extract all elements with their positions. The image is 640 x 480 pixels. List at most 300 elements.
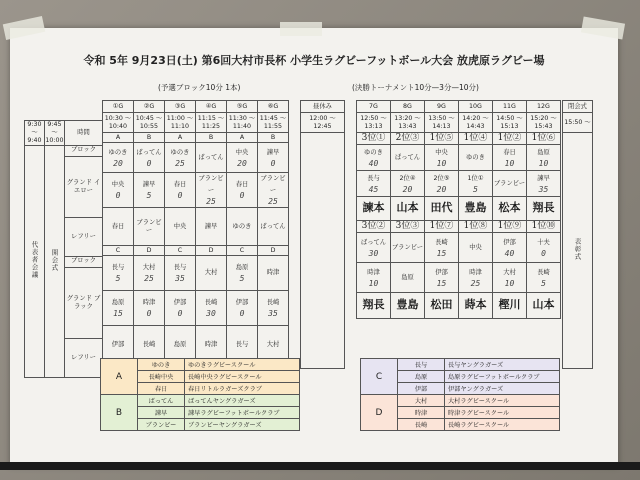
black-t2-score: 30	[206, 309, 216, 318]
legend-right	[360, 358, 560, 431]
legend-full-name: 長崎中央ラグビースクール	[185, 371, 300, 383]
time-label: 時間	[65, 121, 103, 146]
final-b-seed-cell	[459, 221, 493, 233]
black-block-cell	[227, 246, 258, 256]
final-b-t1-team: 十夫	[537, 238, 550, 246]
final-b-t2-cell	[459, 263, 493, 293]
final-y-t1-cell	[425, 145, 459, 171]
final-b-t2-cell	[357, 263, 391, 293]
yellow-referee-cell	[227, 208, 258, 246]
closing-column	[562, 100, 593, 369]
final-b-t1-cell	[527, 233, 561, 263]
black-t1-team: 島原	[235, 264, 249, 271]
schedule-sheet	[10, 28, 618, 466]
final-b-t2-team: 伊部	[435, 268, 448, 276]
final-time-cell	[459, 113, 493, 133]
yellow-t2-team: 諫早	[142, 181, 156, 188]
final-time-cell	[391, 113, 425, 133]
final-y-t1-score: 10	[504, 158, 515, 168]
legend-short-name: 春日	[138, 383, 185, 395]
final-b-referee: 樫川	[498, 297, 521, 311]
final-time-cell	[527, 113, 561, 133]
yellow-t2-cell	[103, 173, 134, 208]
final-y-t1-score: 40	[368, 158, 379, 168]
final-y-t2-score: 35	[538, 184, 549, 194]
yellow-referee: 中央	[173, 222, 187, 230]
black-block-cell	[103, 246, 134, 256]
yellow-t1-score: 25	[175, 158, 185, 168]
black-t2-team: 伊部	[235, 299, 249, 306]
game-header: ②G	[143, 102, 155, 110]
legend-letter-d: D	[361, 395, 398, 431]
legend-letter-b: B	[101, 395, 138, 431]
legend-short-name: 島原	[398, 371, 445, 383]
bottom-dark-strip	[0, 462, 640, 470]
yellow-referee: 春日	[111, 222, 125, 230]
legend-full-name: 長与ヤングラガーズ	[445, 359, 560, 371]
yellow-block: B	[270, 133, 276, 141]
final-y-t2-cell	[357, 171, 391, 197]
final-b-t2-team: 時津	[367, 268, 380, 276]
final-b-referee-cell	[459, 293, 493, 319]
black-t2-cell	[196, 291, 227, 326]
final-y-t2-team: 2位⑤	[433, 174, 450, 182]
final-y-referee: 山本	[396, 200, 419, 214]
yellow-t2-score: 25	[268, 197, 278, 206]
black-t2-team: 長崎	[204, 299, 218, 306]
final-time-cell	[357, 113, 391, 133]
final-b-referee: 蒔本	[464, 297, 487, 311]
yellow-t1-cell	[258, 143, 289, 173]
yellow-referee-cell	[258, 208, 289, 246]
referee-label-black: レフリー	[71, 354, 96, 361]
final-b-t1-cell	[459, 233, 493, 263]
black-t1-cell	[227, 256, 258, 291]
final-y-referee: 松本	[498, 200, 521, 214]
prelim-table	[102, 100, 289, 364]
final-y-seed-cell	[493, 133, 527, 145]
final-y-t1-team: 春日	[503, 148, 516, 156]
yellow-t2-score: 25	[206, 197, 216, 206]
final-y-t2-team: 2位④	[399, 174, 416, 182]
final-y-t1-team: ゆのき	[364, 148, 383, 156]
final-b-t1-score: 15	[436, 248, 447, 258]
opening-label: 開会式	[50, 248, 59, 272]
yellow-t1-score: 0	[270, 158, 276, 168]
final-y-t2-team: 1位①	[467, 174, 484, 182]
game-time-cell	[103, 113, 134, 133]
black-ground-label: グランド ブラック	[65, 268, 102, 339]
yellow-t1-team: ばってん	[136, 148, 162, 156]
legend-letter-a: A	[101, 359, 138, 395]
black-referee: 長与	[235, 340, 249, 348]
legend-short-name: 長崎	[398, 419, 445, 431]
time-opening-1: 9:30 ～ 9:40	[25, 121, 45, 146]
final-time: 14:50 ～ 15:13	[496, 114, 523, 130]
yellow-t2-team: ブランビー	[198, 175, 224, 194]
final-b-t1-cell	[357, 233, 391, 263]
final-y-t2-team: ブランビー	[493, 179, 526, 187]
legend-left	[100, 358, 300, 431]
final-b-seed-cell	[391, 221, 425, 233]
final-header: 9G	[437, 102, 446, 110]
final-y-seed-cell	[391, 133, 425, 145]
final-y-seed-cell	[357, 133, 391, 145]
black-t1-score: 25	[144, 274, 154, 283]
game-time: 10:30 ～ 10:40	[104, 114, 132, 130]
game-time-cell	[227, 113, 258, 133]
final-y-referee: 田代	[430, 200, 453, 214]
final-y-t2-cell	[425, 171, 459, 197]
final-b-t2-score: 10	[368, 278, 379, 288]
legend-full-name: ばってんヤングラガーズ	[185, 395, 300, 407]
black-t2-score: 35	[268, 309, 278, 318]
final-b-t2-team: 時津	[469, 268, 482, 276]
final-b-t1-cell	[425, 233, 459, 263]
black-t1-cell	[165, 256, 196, 291]
yellow-t2-score: 0	[177, 191, 183, 200]
legend-full-name: 諫早ラグビーフットボールクラブ	[185, 407, 300, 419]
final-header: 10G	[469, 102, 482, 110]
black-referee: 大村	[266, 340, 280, 348]
black-t1-team: 長与	[111, 264, 125, 271]
final-b-t2-score: 15	[436, 278, 447, 288]
black-t2-team: 長崎	[266, 299, 280, 306]
black-t2-team: 時津	[142, 299, 156, 306]
final-y-t2-score: 5	[473, 184, 478, 194]
final-time: 13:50 ～ 14:13	[428, 114, 455, 130]
final-b-referee-cell	[391, 293, 425, 319]
final-time: 12:50 ～ 13:13	[360, 114, 387, 130]
game-header: ⑤G	[236, 102, 248, 110]
legend-full-name: 春日リトルラガーズクラブ	[185, 383, 300, 395]
final-header: 8G	[403, 102, 412, 110]
final-b-t2-cell	[493, 263, 527, 293]
game-time-cell	[196, 113, 227, 133]
game-header-cell	[196, 101, 227, 113]
yellow-t2-score: 0	[115, 191, 121, 200]
final-b-t1-score: 0	[541, 248, 546, 258]
yellow-referee: ばってん	[260, 222, 286, 230]
black-referee: 伊部	[111, 340, 125, 348]
black-t1-team: 大村	[204, 269, 218, 276]
game-header: ③G	[174, 102, 186, 110]
black-block: D	[146, 246, 152, 254]
final-header-cell	[357, 101, 391, 113]
tape-top-center	[280, 22, 322, 36]
legend-full-name: 島原ラグビーフットボールクラブ	[445, 371, 560, 383]
black-t1-team: 長与	[173, 264, 187, 271]
final-b-seed: 1位⑩	[531, 221, 556, 231]
black-t1-cell	[196, 256, 227, 291]
final-y-t1-cell	[459, 145, 493, 171]
game-header: ④G	[205, 102, 217, 110]
final-header-cell	[527, 101, 561, 113]
final-y-referee: 翔長	[532, 200, 555, 214]
black-t2-team: 島原	[111, 299, 125, 306]
black-t1-score: 5	[115, 274, 121, 283]
black-t2-score: 0	[146, 309, 152, 318]
final-y-seed-cell	[527, 133, 561, 145]
game-header-cell	[258, 101, 289, 113]
final-y-referee: 諫本	[362, 200, 385, 214]
final-b-seed-cell	[493, 221, 527, 233]
final-time-cell	[493, 113, 527, 133]
yellow-block-cell	[227, 133, 258, 143]
game-time-cell	[165, 113, 196, 133]
legend-full-name: 大村ラグビースクール	[445, 395, 560, 407]
yellow-block: A	[239, 133, 245, 141]
black-t1-score: 35	[175, 274, 185, 283]
finals-table	[356, 100, 561, 319]
yellow-t1-team: 諫早	[266, 148, 280, 156]
final-b-t2-cell	[527, 263, 561, 293]
lunch-time: 12:00 ～ 12:45	[301, 113, 345, 133]
final-header: 12G	[537, 102, 550, 110]
yellow-block-cell	[196, 133, 227, 143]
game-header-cell	[103, 101, 134, 113]
yellow-block-cell	[134, 133, 165, 143]
black-referee: 時津	[204, 340, 218, 348]
final-time-cell	[425, 113, 459, 133]
black-referee: 島原	[173, 340, 187, 348]
final-y-t1-team: ゆのき	[466, 153, 485, 161]
yellow-referee-cell	[165, 208, 196, 246]
game-header: ①G	[112, 102, 124, 110]
yellow-t2-team: ブランビー	[260, 175, 286, 194]
legend-full-name: 長崎ラグビースクール	[445, 419, 560, 431]
final-header: 11G	[503, 102, 516, 110]
final-b-t2-score: 5	[541, 278, 546, 288]
final-b-t2-cell	[425, 263, 459, 293]
yellow-referee: ゆのき	[232, 222, 252, 230]
yellow-t1-team: ゆのき	[108, 148, 128, 156]
final-b-seed: 3位③	[395, 221, 420, 231]
final-y-t1-cell	[493, 145, 527, 171]
yellow-t2-cell	[227, 173, 258, 208]
final-y-t2-cell	[391, 171, 425, 197]
final-y-seed-cell	[425, 133, 459, 145]
black-t1-team: 時津	[266, 269, 280, 276]
legend-full-name: 伊部ヤングラガーズ	[445, 383, 560, 395]
final-b-referee: 松田	[430, 297, 453, 311]
final-header-cell	[425, 101, 459, 113]
daihyo-label: 代表者会議	[30, 241, 39, 279]
black-block-cell	[165, 246, 196, 256]
yellow-t2-cell	[165, 173, 196, 208]
time-opening-2: 9:45 ～ 10:00	[45, 121, 64, 144]
black-t2-cell	[165, 291, 196, 326]
black-t2-score: 0	[177, 309, 183, 318]
game-time: 11:45 ～ 11:55	[259, 114, 287, 130]
black-t1-cell	[258, 256, 289, 291]
black-t2-cell	[227, 291, 258, 326]
yellow-referee-cell	[103, 208, 134, 246]
final-y-t1-cell	[527, 145, 561, 171]
final-header-cell	[459, 101, 493, 113]
yellow-t2-cell	[134, 173, 165, 208]
award-label: 表彰式	[573, 237, 582, 261]
black-block-cell	[134, 246, 165, 256]
final-time: 13:20 ～ 13:43	[394, 114, 421, 130]
final-y-t1-cell	[357, 145, 391, 171]
yellow-referee-cell	[196, 208, 227, 246]
yellow-block: A	[115, 133, 121, 141]
game-header-cell	[134, 101, 165, 113]
yellow-t1-team: ゆのき	[170, 148, 190, 156]
final-b-seed-cell	[357, 221, 391, 233]
final-y-referee-cell	[391, 197, 425, 221]
final-y-t1-team: 中央	[435, 148, 448, 156]
yellow-t2-team: 中央	[111, 181, 125, 188]
legend-short-name: ばってん	[138, 395, 185, 407]
final-header-cell	[493, 101, 527, 113]
yellow-t2-score: 0	[239, 191, 245, 200]
black-t2-cell	[134, 291, 165, 326]
yellow-t1-team: 中央	[235, 148, 249, 156]
final-b-t2-score: 10	[504, 278, 515, 288]
final-b-seed-cell	[425, 221, 459, 233]
final-b-t1-cell	[391, 233, 425, 263]
legend-short-name: 長与	[398, 359, 445, 371]
final-b-seed: 1位⑨	[497, 221, 522, 231]
final-b-t2-team: 大村	[503, 268, 516, 276]
black-t1-cell	[134, 256, 165, 291]
game-time: 11:00 ～ 11:10	[166, 114, 194, 130]
black-t2-score: 15	[113, 309, 123, 318]
final-y-referee: 豊島	[464, 200, 487, 214]
yellow-block-cell	[103, 133, 134, 143]
black-t2-cell	[103, 291, 134, 326]
final-b-t1-team: ブランビー	[391, 243, 424, 251]
final-b-t1-team: ばってん	[360, 238, 387, 246]
legend-letter-c: C	[361, 359, 398, 395]
final-y-referee-cell	[425, 197, 459, 221]
yellow-t2-cell	[258, 173, 289, 208]
legend-short-name: 時津	[398, 407, 445, 419]
legend-short-name: 伊部	[398, 383, 445, 395]
game-time-cell	[134, 113, 165, 133]
black-t1-cell	[103, 256, 134, 291]
referee-label-yellow: レフリー	[65, 218, 102, 257]
yellow-t1-cell	[134, 143, 165, 173]
final-b-seed: 3位②	[361, 221, 386, 231]
final-b-referee-cell	[425, 293, 459, 319]
final-header: 7G	[369, 102, 378, 110]
yellow-t1-score: 20	[113, 158, 123, 168]
page-title: 令和 5年 9月23日(土) 第6回大村市長杯 小学生ラグビーフットボール大会 放虎原ラグビー場	[83, 54, 545, 67]
black-t2-cell	[258, 291, 289, 326]
legend-short-name: ゆのき	[138, 359, 185, 371]
game-header: ⑥G	[267, 102, 279, 110]
final-b-t2-score: 25	[470, 278, 481, 288]
final-b-t2-team: 島原	[401, 273, 414, 281]
final-time: 15:20 ～ 15:43	[530, 114, 557, 130]
final-b-t2-cell	[391, 263, 425, 293]
final-b-seed: 1位⑧	[463, 221, 488, 231]
block-label-yellow: ブロック	[65, 146, 102, 157]
black-block-cell	[196, 246, 227, 256]
game-time: 11:15 ～ 11:25	[197, 114, 225, 130]
final-b-t1-team: 伊部	[503, 238, 516, 246]
final-y-t1-score: 10	[538, 158, 549, 168]
final-y-t1-cell	[391, 145, 425, 171]
black-block: C	[115, 246, 121, 254]
legend-short-name: 大村	[398, 395, 445, 407]
yellow-t1-cell	[196, 143, 227, 173]
final-b-seed-cell	[527, 221, 561, 233]
final-y-seed: 2位③	[395, 133, 420, 143]
final-y-t2-team: 長与	[367, 174, 380, 182]
yellow-t1-score: 0	[146, 158, 152, 168]
yellow-block: A	[177, 133, 183, 141]
final-b-t1-team: 長崎	[435, 238, 448, 246]
lunch-header: 昼休み	[301, 101, 345, 113]
game-header-cell	[227, 101, 258, 113]
final-y-referee-cell	[527, 197, 561, 221]
yellow-t2-score: 5	[146, 191, 152, 200]
left-columns	[24, 120, 103, 378]
yellow-referee: ブランビー	[136, 218, 162, 234]
yellow-referee-cell	[134, 208, 165, 246]
black-t2-team: 伊部	[173, 299, 187, 306]
legend-short-name: 諫早	[138, 407, 185, 419]
legend-short-name: ブランビー	[138, 419, 185, 431]
yellow-t1-cell	[227, 143, 258, 173]
final-y-t2-cell	[493, 171, 527, 197]
lunch-column	[300, 100, 345, 369]
game-time: 11:30 ～ 11:40	[228, 114, 256, 130]
final-y-t1-team: 島原	[537, 148, 550, 156]
final-b-t1-score: 30	[368, 248, 379, 258]
final-y-seed: 1位⑥	[531, 133, 556, 143]
yellow-block-cell	[258, 133, 289, 143]
final-y-referee-cell	[357, 197, 391, 221]
final-b-referee-cell	[527, 293, 561, 319]
final-y-seed: 1位⑤	[429, 133, 454, 143]
legend-full-name: 時津ラグビースクール	[445, 407, 560, 419]
yellow-t2-cell	[196, 173, 227, 208]
final-y-t2-score: 20	[402, 184, 413, 194]
final-y-seed-cell	[459, 133, 493, 145]
final-b-referee: 山本	[532, 297, 555, 311]
yellow-t1-cell	[165, 143, 196, 173]
black-referee: 長崎	[142, 340, 156, 348]
final-b-seed: 1位⑦	[429, 221, 454, 231]
legend-full-name: ブランビーヤングラガーズ	[185, 419, 300, 431]
black-t1-team: 大村	[142, 264, 156, 271]
final-y-seed: 1位②	[497, 133, 522, 143]
prelim-note: (予選ブロック10分 1本)	[158, 83, 241, 92]
final-b-t1-score: 40	[504, 248, 515, 258]
legend-short-name: 長崎中央	[138, 371, 185, 383]
final-b-t1-team: 中央	[469, 243, 482, 251]
final-y-referee-cell	[459, 197, 493, 221]
yellow-ground-label: グランド イエロー	[65, 157, 102, 218]
final-y-t2-cell	[527, 171, 561, 197]
yellow-t2-team: 春日	[173, 181, 187, 188]
yellow-t1-team: ばってん	[198, 153, 224, 161]
yellow-block-cell	[165, 133, 196, 143]
game-time-cell	[258, 113, 289, 133]
black-t2-score: 0	[239, 309, 245, 318]
game-header-cell	[165, 101, 196, 113]
final-b-t2-team: 長崎	[537, 268, 550, 276]
final-y-t1-team: ぱってん	[394, 153, 421, 161]
legend-full-name: ゆのきラグビースクール	[185, 359, 300, 371]
final-b-t1-cell	[493, 233, 527, 263]
final-b-referee-cell	[357, 293, 391, 319]
